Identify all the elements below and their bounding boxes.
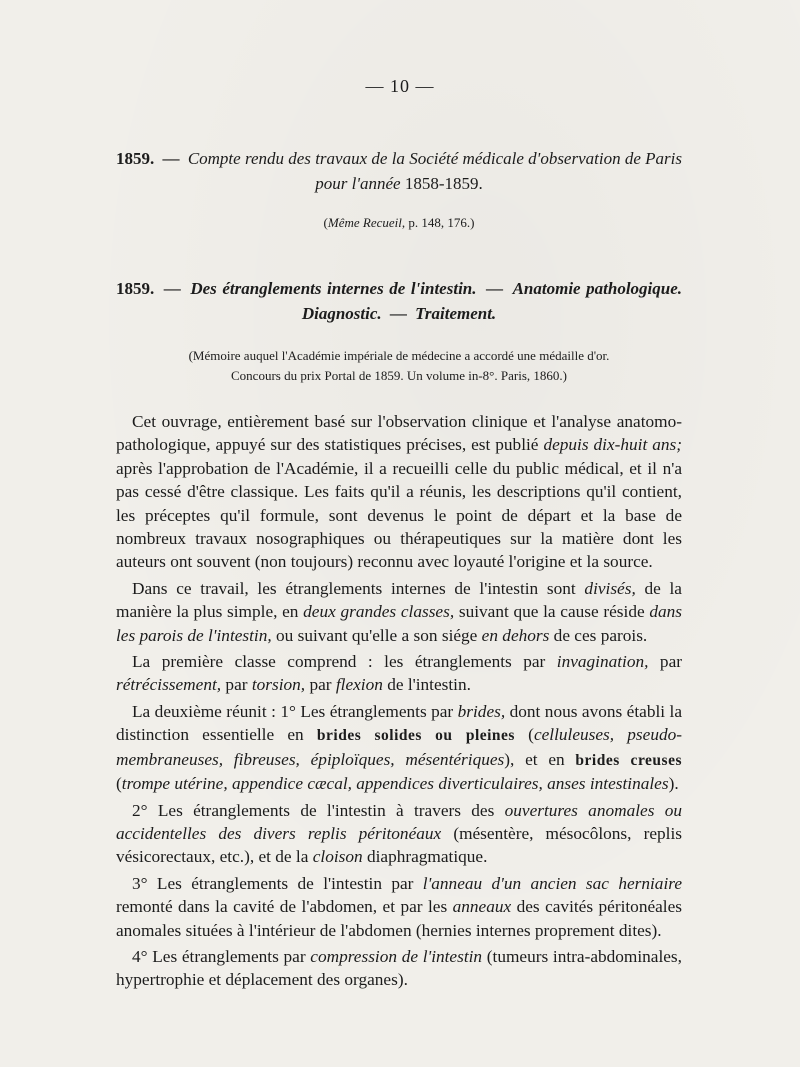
- p3-italic-3: torsion,: [251, 675, 306, 695]
- body-text: [116, 410, 682, 995]
- entry-2-title-c: Diagnostic.: [301, 304, 382, 323]
- entry-2-source-line-2: Concours du prix Portal de 1859. Un volume in-8°. Paris, 1860.): [231, 368, 567, 383]
- p2-text-d: ou suivant qu'elle a son siége: [271, 625, 482, 645]
- bibliography-entry-1: [116, 146, 682, 196]
- p3-text-c: par: [221, 675, 252, 695]
- bibliography-entry-2: [116, 276, 682, 326]
- p3-italic-1: invagination,: [556, 652, 649, 672]
- entry-1-title-line-1: [116, 146, 682, 171]
- entry-1-title-line-2: [116, 171, 682, 196]
- paragraph-2: [116, 577, 682, 647]
- p4-italic-3: trompe utérine, appendice cæcal, appendices diverticulaires, anses intestinales: [121, 774, 669, 794]
- p5-text-b: (mésentère, mésocôlons, replis vésicorectaux, etc.), et de la: [116, 823, 682, 867]
- entry-1-dash: —: [162, 149, 180, 168]
- p3-italic-2: rétrécissement,: [116, 675, 222, 695]
- paragraph-6: [116, 872, 682, 942]
- p6-text-c: des cavités péritonéales anomales situées à l'intérieur de l'abdomen (hernies internes proprement dites).: [116, 897, 682, 940]
- paragraph-4: [116, 700, 682, 796]
- p3-text-b: par: [648, 652, 682, 672]
- p4-text-d: ), et en: [504, 749, 576, 769]
- p4-text-b: dont nous avons établi la distinction essentielle en: [116, 701, 682, 745]
- p4-text-a: La deuxième réunit : 1° Les étranglements par: [132, 701, 458, 721]
- p2-text-e: de ces parois.: [549, 625, 648, 645]
- entry-1-year: 1859.: [116, 149, 155, 168]
- entry-1-title-cont: pour l'année: [315, 174, 401, 193]
- p4-italic-1: brides,: [457, 701, 506, 721]
- p2-text-a: Dans ce travail, les étranglements internes de l'intestin sont: [132, 578, 585, 598]
- p3-italic-4: flexion: [335, 675, 383, 695]
- entry-2-source-line-1: (Mémoire auquel l'Académie impériale de médecine a accordé une médaille d'or.: [188, 348, 610, 363]
- p6-text-a: 3° Les étranglements de l'intestin par: [132, 873, 423, 893]
- paragraph-7: [116, 945, 682, 992]
- p7-text-b: (tumeurs intra-abdominales, hypertrophie et déplacement des organes).: [116, 946, 682, 990]
- p2-italic-1: divisés,: [584, 578, 636, 598]
- paragraph-5: [116, 799, 682, 869]
- p3-text-e: de l'intestin.: [382, 675, 471, 695]
- p2-text-b: de la manière la plus simple, en: [116, 578, 682, 622]
- p7-italic-1: compression de l'intestin: [310, 946, 483, 966]
- p6-text-b: remonté dans la cavité de l'abdomen, et par les: [116, 897, 453, 917]
- entry-2-source: [116, 346, 682, 386]
- entry-1-title: Compte rendu des travaux de la Société médicale d'observation de Paris: [187, 149, 683, 168]
- paragraph-3: [116, 650, 682, 697]
- entry-2-title-a: Des étranglements internes de l'intestin.: [190, 279, 477, 298]
- page-number: — 10 —: [365, 76, 435, 96]
- entry-2-title-d: Traitement.: [415, 304, 497, 323]
- p2-italic-2: deux grandes classes,: [303, 602, 455, 622]
- p1-text-a: Cet ouvrage, entièrement basé sur l'observation clinique et l'analyse anatomo-pathologique, appuyé sur des statistiques précises, est publié: [116, 412, 682, 455]
- p5-text-c: diaphragmatique.: [362, 847, 488, 867]
- p4-bold-1: brides solides ou pleines: [316, 727, 515, 745]
- p5-text-a: 2° Les étranglements de l'intestin à travers des: [132, 800, 505, 820]
- entry-2-title-line-1: [116, 276, 682, 301]
- entry-1-years: 1858-1859.: [404, 174, 483, 193]
- entry-2-dash: —: [163, 279, 181, 298]
- p2-italic-4: en dehors: [481, 625, 550, 645]
- entry-2-title-b: Anatomie pathologique.: [512, 279, 683, 298]
- entry-2-title-line-2: [116, 301, 682, 326]
- p6-italic-2: anneaux: [452, 897, 512, 917]
- entry-1-source-open: (: [323, 215, 328, 230]
- p4-bold-2: brides creuses: [575, 751, 682, 769]
- p4-text-f: ).: [668, 774, 679, 794]
- p4-italic-2: celluleuses, pseudo-membraneuses, fibreuses, épiploïques, mésentériques: [116, 725, 682, 769]
- p4-text-c: (: [514, 725, 534, 745]
- p3-text-d: par: [305, 675, 336, 695]
- p5-italic-1: ouvertures anomales ou accidentelles des divers replis péritonéaux: [116, 800, 683, 843]
- paragraph-1: [116, 410, 682, 574]
- p1-italic: depuis dix-huit ans;: [543, 435, 682, 455]
- p5-italic-2: cloison: [312, 847, 363, 867]
- p1-text-b: après l'approbation de l'Académie, il a recueilli celle du public médical, et il n'a pas cessé d'être classique. Les faits qu'il a réunis, les descriptions qu'il contient, les préceptes qu'il formule, sont devenus le point de départ et la base de nombreux travaux nosographiques ou thérapeutiques sur la matière dont les auteurs ont souvent (non toujours) reconnu avec loyauté l'origine et la source.: [116, 458, 682, 572]
- p2-text-c: suivant que la cause réside: [454, 602, 650, 622]
- p3-text-a: La première classe comprend : les étranglements par: [132, 652, 557, 672]
- entry-2-dash-2: —: [486, 279, 504, 298]
- p4-text-e: (: [116, 774, 122, 794]
- entry-2-dash-3: —: [389, 304, 407, 323]
- entry-1-source: [116, 214, 682, 232]
- entry-2-year: 1859.: [116, 279, 155, 298]
- p2-italic-3: dans les parois de l'intestin,: [116, 602, 683, 645]
- entry-1-source-pages: , p. 148, 176.): [401, 215, 475, 230]
- entry-1-source-title: Même Recueil: [327, 215, 402, 230]
- p7-text-a: 4° Les étranglements par: [132, 946, 311, 966]
- p6-italic-1: l'anneau d'un ancien sac herniaire: [422, 873, 682, 893]
